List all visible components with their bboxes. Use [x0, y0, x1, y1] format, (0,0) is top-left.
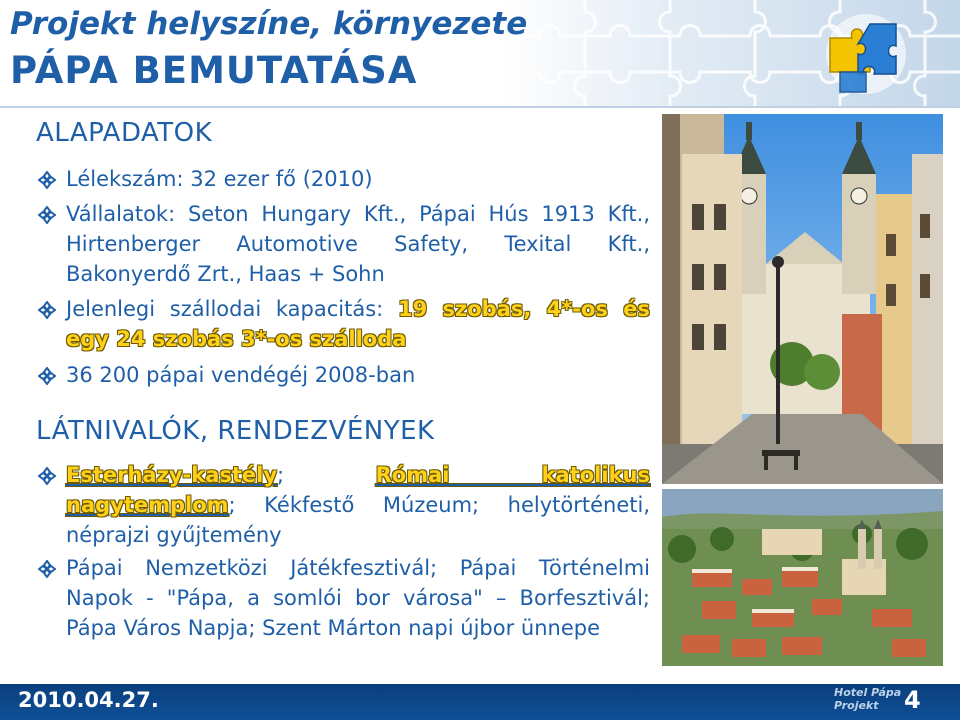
- section-heading-sights: LÁTNIVALÓK, RENDEZVÉNYEK: [36, 416, 435, 446]
- slide-title: PÁPA BEMUTATÁSA: [10, 49, 418, 92]
- slide-header: [0, 0, 960, 108]
- capacity-text: [38, 294, 650, 354]
- page-number: 4: [904, 686, 921, 714]
- sights-text: [38, 460, 650, 550]
- footer-brand-line1: Hotel Pápa: [834, 686, 902, 699]
- sights-separator: ;: [277, 463, 376, 487]
- puzzle-logo-icon: [820, 8, 910, 98]
- bullet-guest-nights: [38, 360, 650, 390]
- guest-nights-text: 36 200 pápai vendégéj 2008-ban: [66, 363, 416, 387]
- diamond-bullet-icon: [38, 560, 56, 578]
- aerial-photo: [662, 489, 943, 666]
- diamond-bullet-icon: [38, 367, 56, 385]
- diamond-bullet-icon: [38, 206, 56, 224]
- population-text: Lélekszám: 32 ezer fő (2010): [66, 167, 373, 191]
- companies-text: Vállalatok: Seton Hungary Kft., Pápai Hús 1913 Kft., Hirtenberger Automotive Safety, Texital Kft., Bakonyerdő Zrt., Haas + Sohn: [66, 202, 650, 286]
- section-heading-basic: ALAPADATOK: [36, 118, 213, 148]
- capacity-highlight: 19 szobás, 4*-os és egy 24 szobás 3*-os szálloda: [66, 297, 650, 351]
- church-link[interactable]: Római katolikus nagytemplom: [66, 463, 650, 517]
- slide-subtitle: Projekt helyszíne, környezete: [10, 6, 528, 42]
- bullet-events: [38, 553, 650, 643]
- bullet-sights: [38, 460, 650, 550]
- slide-footer: [0, 684, 960, 720]
- footer-brand: [834, 686, 901, 712]
- bullet-companies: [38, 199, 650, 289]
- street-photo: [662, 114, 943, 484]
- castle-link[interactable]: Esterházy-kastély: [66, 463, 278, 487]
- footer-brand-line2: Projekt: [834, 699, 879, 712]
- sights-rest: ; Kékfestő Múzeum; helytörténeti, néprajzi gyűjtemény: [66, 493, 650, 547]
- diamond-bullet-icon: [38, 171, 56, 189]
- diamond-bullet-icon: [38, 301, 56, 319]
- header-divider: [0, 106, 960, 108]
- events-text: Pápai Nemzetközi Játékfesztivál; Pápai Történelmi Napok - "Pápa, a somlói bor városa" – Borfesztivál; Pápa Város Napja; Szent Márton napi újbor ünnepe: [66, 556, 650, 640]
- footer-date: 2010.04.27.: [18, 688, 159, 712]
- diamond-bullet-icon: [38, 467, 56, 485]
- bullet-capacity: [38, 294, 650, 354]
- bullet-population: [38, 164, 650, 194]
- capacity-prefix: Jelenlegi szállodai kapacitás:: [66, 297, 398, 321]
